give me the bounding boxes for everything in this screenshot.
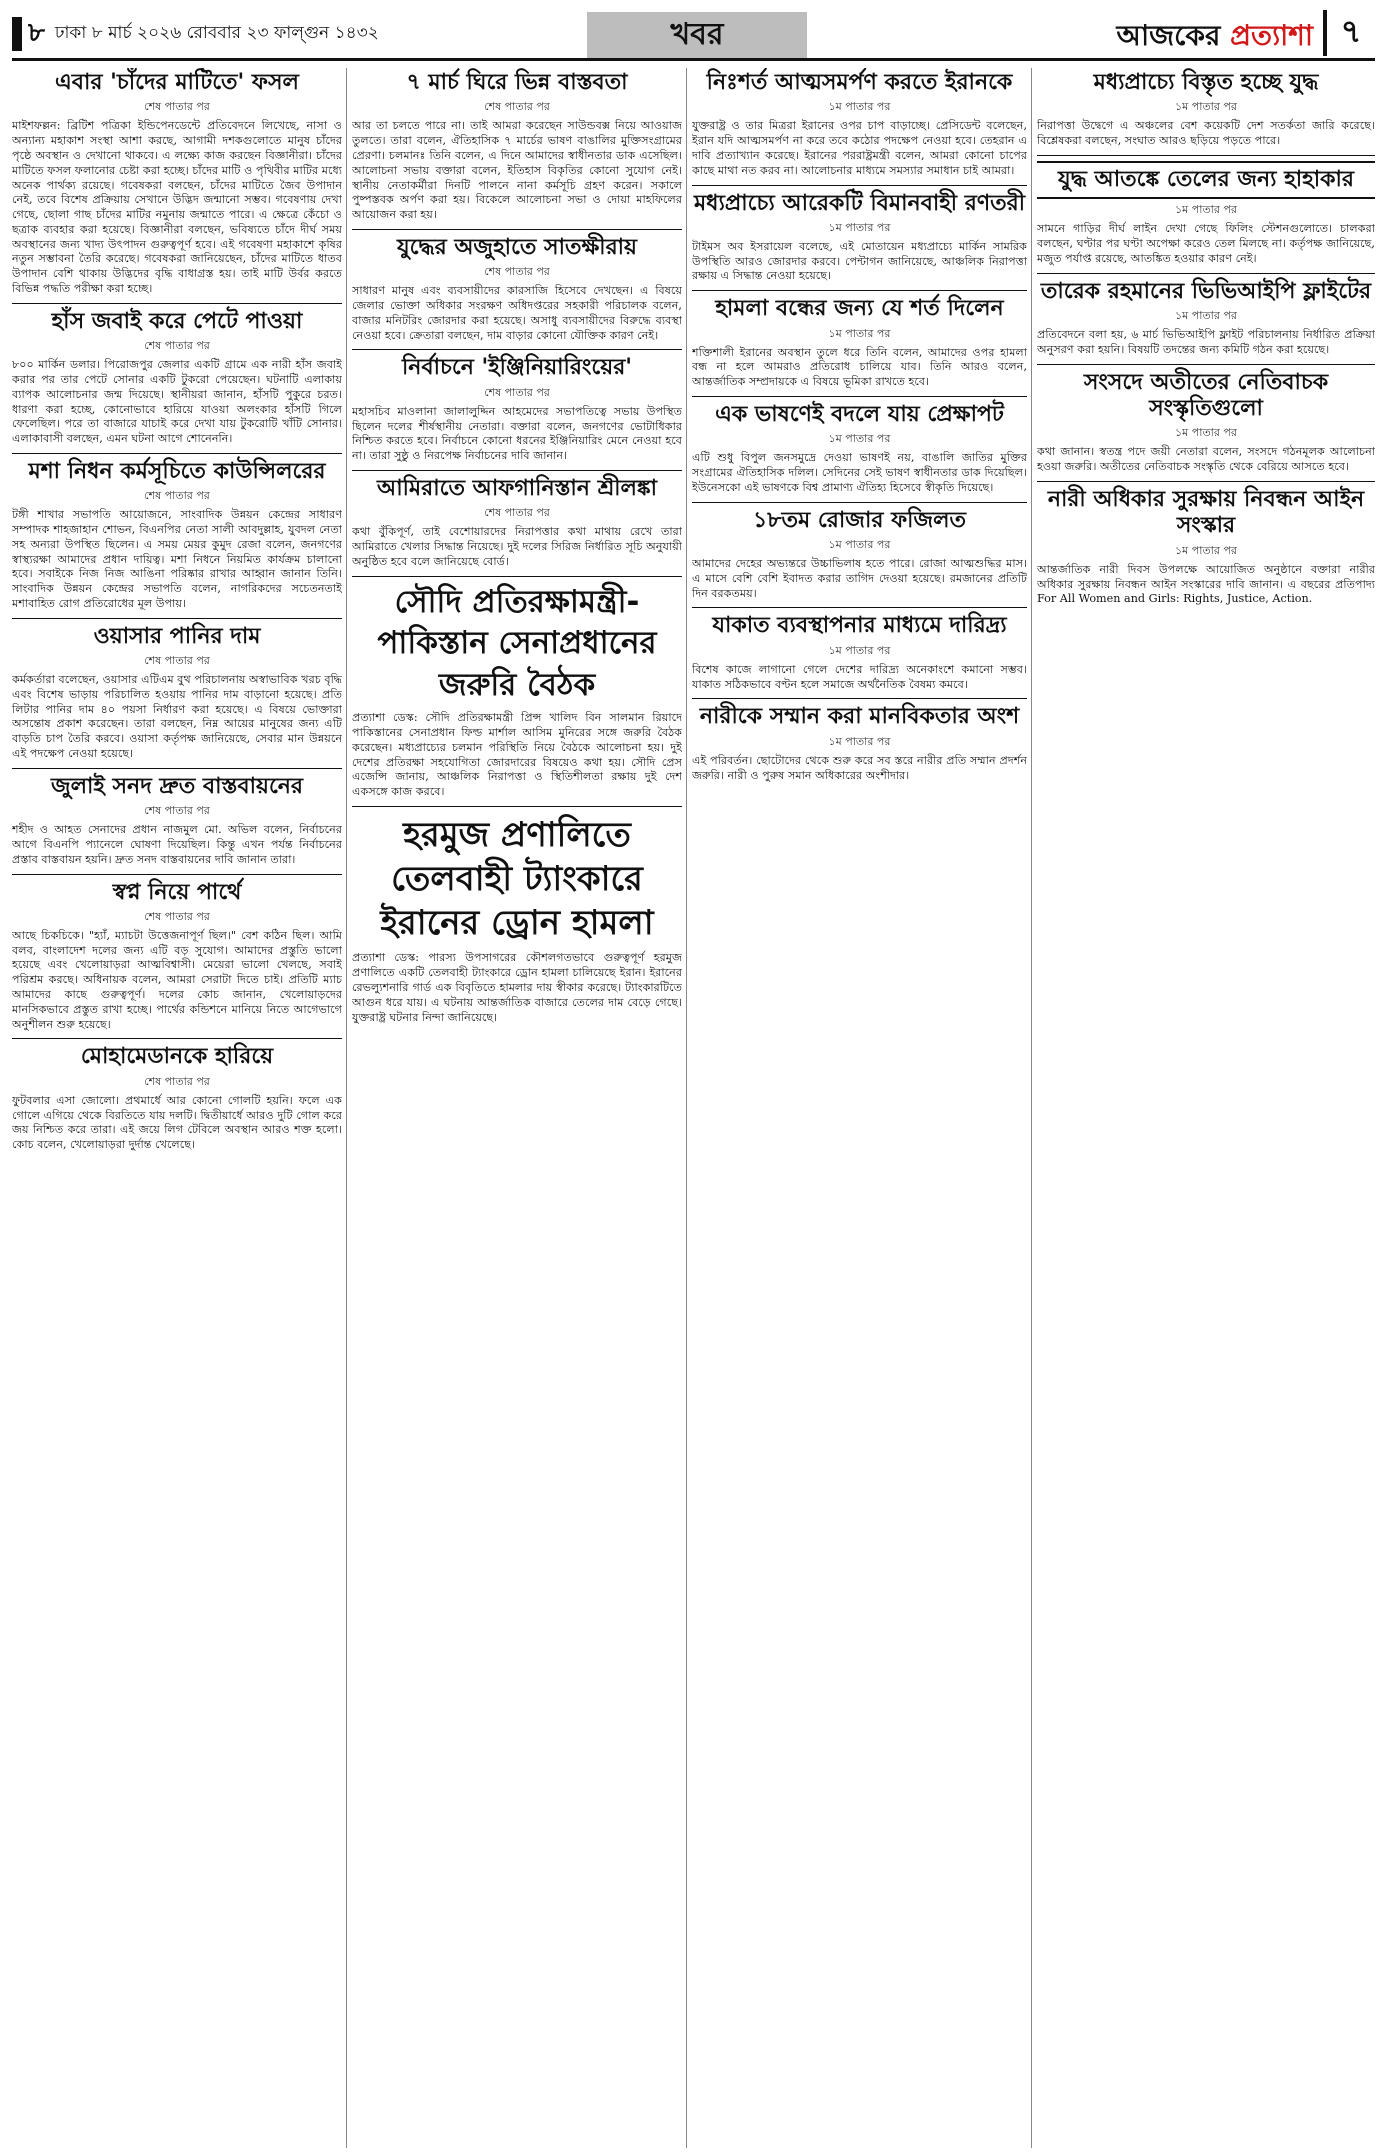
page-number-left bbox=[12, 12, 45, 56]
story-body: এই পরিবর্তন। ছোটোদের থেকে শুরু করে সব স্তরে নারীর প্রতি সম্মান প্রদর্শন জরুরি। নারী ও পুরুষ সমান অধিকারের অংশীদার। bbox=[692, 753, 1027, 782]
continuation-label: ১ম পাতার পর bbox=[828, 432, 891, 446]
story bbox=[352, 235, 682, 344]
story bbox=[1037, 370, 1375, 475]
story-headline: নিঃশর্ত আত্মসমর্পণ করতে ইরানকে bbox=[706, 70, 1013, 95]
story-divider bbox=[692, 396, 1027, 397]
story bbox=[352, 355, 682, 464]
story-headline: নির্বাচনে 'ইঞ্জিনিয়ারিংয়ের' bbox=[401, 355, 633, 381]
story-body: শহীদ ও আহত সেনাদের প্রধান নাজমুল মো. অভিল বলেন, নির্বাচনের আগে বিএনপি প্যানেলে ঘোষণা দিয়েছিল। কিন্তু এখন পর্যন্ত নির্বাচনের প্রস্তাব বাস্তবায়ন হয়নি। দ্রুত সনদ বাস্তবায়নের দাবি জানান তারা। bbox=[12, 823, 342, 866]
continuation-label: ১ম পাতার পর bbox=[828, 734, 891, 748]
story bbox=[12, 1044, 342, 1153]
story bbox=[352, 582, 682, 800]
story-divider bbox=[1037, 364, 1375, 365]
story-body: টাইমস অব ইসরায়েল বলেছে, এই মোতায়েন মধ্যপ্রাচ্যে মার্কিন সামরিক উপস্থিতি আরও জোরদার করবে। পেন্টাগন জানিয়েছে, আঞ্চলিক নিরাপত্তা রক্ষায় এ সিদ্ধান্ত নেওয়া হয়েছে। bbox=[692, 239, 1027, 283]
story-body: মাইশফল্লন: ব্রিটিশ পত্রিকা ইন্ডিপেনডেন্টে প্রতিবেদনে লিখেছে, নাসা ও অন্যান্য মহাকাশ সংস্থা আশা করছে, আগামী দশকগুলোতে মানুষ চাঁদের পৃষ্ঠে অবস্থান ও দেখানো থাকবে। এ লক্ষ্যে কাজ করছেন বিজ্ঞানীরা। চাঁদের মাটিতে ফসল ফলানোর চেষ্টা করা হচ্ছে। চাঁদের মাটি ও পৃথিবীর মাটির মধ্যে অনেক পার্থক্য রয়েছে। গবেষকরা বলছেন, চাঁদের মাটিতে জৈব উপাদান নেই, তবে বিশেষ প্রক্রিয়ায় সেখানে উদ্ভিদ জন্মানো সম্ভব। গবেষণায় দেখা গেছে, ছোলা গাছ চাঁদের মাটির নমুনায় জন্মাতে পারে। এ ক্ষেত্রে কেঁচো ও ছত্রাক ব্যবহার করা হয়েছে। বিজ্ঞানীরা বলছেন, ভবিষ্যতে চাঁদে দীর্ঘ সময় অবস্থানের জন্য খাদ্য উৎপাদন গুরুত্বপূর্ণ হবে। এই গবেষণা মহাকাশে কৃষির নতুন সম্ভাবনা তৈরি করেছে। গবেষকরা জানিয়েছেন, চাঁদের মাটিতে ধাতব উপাদান বেশি থাকায় উদ্ভিদের বৃদ্ধি বাধাগ্রস্ত হয়। তাই মাটি উর্বর করতে বিভিন্ন পদ্ধতি পরীক্ষা করা হচ্ছে। bbox=[12, 119, 342, 295]
dateline: ঢাকা ৮ মার্চ ২০২৬ রোববার ২৩ ফাল্গুন ১৪৩২ bbox=[54, 23, 379, 43]
story-divider bbox=[692, 502, 1027, 503]
story-divider bbox=[352, 470, 682, 471]
continuation-label: শেষ পাতার পর bbox=[484, 100, 550, 114]
story bbox=[692, 296, 1027, 390]
story-body: কথা জানান। স্বতন্ত্র পদে জয়ী নেতারা বলেন, সংসদে গঠনমূলক আলোচনা হওয়া জরুরি। অতীতের নেতিবাচক সংস্কৃতি থেকে বেরিয়ে আসতে হবে। bbox=[1037, 445, 1375, 474]
section-title: খবর bbox=[587, 12, 807, 58]
story-body: বিশেষ কাজে লাগানো গেলে দেশের দারিদ্র্য অনেকাংশে কমানো সম্ভব। যাকাত সঠিকভাবে বণ্টন হলে সমাজে অর্থনৈতিক বৈষম্য কমবে। bbox=[692, 662, 1027, 691]
continuation-label: ১ম পাতার পর bbox=[828, 538, 891, 552]
story-body: প্রতিবেদনে বলা হয়, ৬ মার্চ ভিভিআইপি ফ্লাইট পরিচালনায় নির্ধারিত প্রক্রিয়া অনুসরণ করা হয়নি। বিষয়টি তদন্তের জন্য কমিটি গঠন করা হয়েছে। bbox=[1037, 328, 1375, 356]
story-divider bbox=[12, 618, 342, 619]
story-headline-large: সৌদি প্রতিরক্ষামন্ত্রী-পাকিস্তান সেনাপ্রধানের জরুরি বৈঠক bbox=[377, 583, 657, 704]
story bbox=[12, 309, 342, 447]
story-body: সামনে গাড়ির দীর্ঘ লাইন দেখা গেছে ফিলিং স্টেশনগুলোতে। চালকরা বলছেন, ঘণ্টার পর ঘণ্টা অপেক্ষা করেও তেল মিলছে না। কর্তৃপক্ষ জানিয়েছে, মজুত পর্যাপ্ত রয়েছে, আতঙ্কিত হওয়ার কারণ নেই। bbox=[1037, 222, 1375, 265]
story-body: যুক্তরাষ্ট্র ও তার মিত্ররা ইরানের ওপর চাপ বাড়াচ্ছে। প্রেসিডেন্ট বলেছেন, ইরান যদি আত্মসমর্পণ না করে তবে কঠোর পদক্ষেপ নেওয়া হবে। তেহরান এ দাবি প্রত্যাখ্যান করেছে। ইরানের পররাষ্ট্রমন্ত্রী বলেন, আমরা কোনো চাপের কাছে মাথা নত করব না। আলোচনার মাধ্যমে সমস্যার সমাধান চাই আমরা। bbox=[692, 119, 1027, 177]
continuation-label: শেষ পাতার পর bbox=[484, 506, 550, 520]
page-number-left-text: ৮ bbox=[28, 18, 45, 48]
story bbox=[352, 476, 682, 570]
continuation-label: ১ম পাতার পর bbox=[828, 220, 891, 234]
story-headline: যাকাত ব্যবস্থাপনার মাধ্যমে দারিদ্র্য bbox=[712, 613, 1007, 639]
story-divider bbox=[692, 290, 1027, 291]
story bbox=[12, 70, 342, 297]
story-headline: ৭ মার্চ ঘিরে ভিন্ন বাস্তবতা bbox=[406, 70, 628, 95]
story bbox=[1037, 70, 1375, 149]
story-divider bbox=[1037, 273, 1375, 274]
story-body: টঙ্গী শাখার সভাপতি আয়োজনে, সাংবাদিক উন্নয়ন কেন্দ্রের সাধারণ সম্পাদক শাহজাহান শোভন, বিএনপির নেতা সালী আবদুল্লাহ, যুবদল নেতা সহ অন্যরা উপস্থিত ছিলেন। এ সময় মেয়র কুমুদ রেজা বলেন, জনগণের স্বাস্থ্যরক্ষা আমাদের প্রধান দায়িত্ব। মশা নিধনে নিয়মিত কার্যক্রম চালানো হবে। সবাইকে নিজ নিজ আঙিনা পরিষ্কার রাখার আহ্বান জানান তিনি। সাংবাদিক উন্নয়ন কেন্দ্রের সভাপতি বলেন, নাগরিকদের সচেতনতাই মশাবাহিত রোগ প্রতিরোধের মূল উপায়। bbox=[12, 508, 342, 610]
story-divider bbox=[352, 576, 682, 577]
story bbox=[352, 70, 682, 223]
page-header bbox=[12, 10, 1375, 61]
story-headline: যুদ্ধ আতঙ্কে তেলের জন্য হাহাকার bbox=[1037, 161, 1375, 199]
story-headline: নারীকে সম্মান করা মানবিকতার অংশ bbox=[699, 704, 1020, 730]
story-body: কথা বুঁকিপূর্ণ, তাই বেশোয়ারদের নিরাপত্তার কথা মাথায় রেখে তারা আমিরাতে খেলার সিদ্ধান্ত নিয়েছে। দুই দলের সিরিজ নির্ধারিত সূচি অনুযায়ী অনুষ্ঠিত হবে বলে জানিয়েছে বোর্ড। bbox=[352, 525, 682, 568]
story bbox=[692, 402, 1027, 496]
column-3 bbox=[692, 68, 1027, 2148]
continuation-label: শেষ পাতার পর bbox=[144, 489, 210, 503]
column-divider bbox=[1031, 68, 1032, 2148]
story-divider bbox=[12, 874, 342, 875]
story-headline: মধ্যপ্রাচ্যে আরেকটি বিমানবাহী রণতরী bbox=[693, 190, 1026, 216]
masthead-part-b: প্রত্যাশা bbox=[1230, 19, 1313, 52]
column-4 bbox=[1037, 68, 1375, 2148]
column-divider bbox=[686, 68, 687, 2148]
story-headline: হাঁস জবাই করে পেটে পাওয়া bbox=[51, 308, 303, 334]
continuation-label: শেষ পাতার পর bbox=[144, 804, 210, 818]
story bbox=[12, 459, 342, 612]
masthead bbox=[1116, 14, 1313, 61]
story-divider bbox=[352, 806, 682, 807]
story bbox=[12, 774, 342, 868]
masthead-part-a: আজকের bbox=[1116, 19, 1231, 52]
story bbox=[692, 191, 1027, 285]
story-divider bbox=[692, 185, 1027, 186]
story-body: কর্মকর্তারা বলেছেন, ওয়াসার এটিএম বুথ পরিচালনায় অস্বাভাবিক খরচ বৃদ্ধি এবং বিশেষ ভাড়ায় পরিচালিত হওয়ায় পানির দাম বাড়ানো হয়েছে। প্রতি লিটার পানির দাম ৪০ পয়সা নির্ধারণ করা হয়েছে। এ বিষয়ে ভোক্তারা অসন্তোষ প্রকাশ করেছেন। তারা বলছেন, নিম্ন আয়ের মানুষের জন্য এটি বাড়তি চাপ তৈরি করবে। ওয়াসা কর্তৃপক্ষ জানিয়েছে, সেবার মান উন্নয়নে এই পদক্ষেপ নেওয়া হয়েছে। bbox=[12, 673, 342, 760]
continuation-label: ১ম পাতার পর bbox=[828, 643, 891, 657]
continuation-label: শেষ পাতার পর bbox=[484, 265, 550, 279]
story-divider bbox=[12, 768, 342, 769]
story-divider bbox=[12, 303, 342, 304]
continuation-label: শেষ পাতার পর bbox=[484, 385, 550, 399]
story-body: ফুটবলার এসা জোলো। প্রথমার্ধে আর কোনো গোলটি হয়নি। ফলে এক গোলে এগিয়ে থেকে বিরতিতে যায় দলটি। দ্বিতীয়ার্ধে আরও দুটি গোল করে জয় নিশ্চিত করে তারা। এই জয়ে লিগ টেবিলে অবস্থান আরও শক্ত হলো। কোচ বলেন, খেলোয়াড়রা দুর্দান্ত খেলেছে। bbox=[12, 1093, 342, 1152]
story-divider bbox=[12, 1038, 342, 1039]
continuation-label: শেষ পাতার পর bbox=[144, 1074, 210, 1088]
story-headline: সংসদে অতীতের নেতিবাচক সংস্কৃতিগুলো bbox=[1083, 369, 1329, 422]
story bbox=[1037, 279, 1375, 358]
story-body: প্রত্যাশা ডেস্ক: সৌদি প্রতিরক্ষামন্ত্রী প্রিন্স খালিদ বিন সালমান রিয়াদে পাকিস্তানের সেনাপ্রধান ফিল্ড মার্শাল আসিম মুনিরের সঙ্গে জরুরি বৈঠক করেছেন। মধ্যপ্রাচ্যের চলমান পরিস্থিতি নিয়ে বৈঠকে আলোচনা হয়। দুই দেশের প্রতিরক্ষা সহযোগিতা জোরদারের বিষয়েও কথা হয়। সৌদি প্রেস এজেন্সি জানায়, আঞ্চলিক নিরাপত্তা ও স্থিতিশীলতা রক্ষায় দুই দেশ একসঙ্গে কাজ করবে। bbox=[352, 711, 682, 799]
continuation-label: শেষ পাতার পর bbox=[144, 339, 210, 353]
column-divider bbox=[346, 68, 347, 2148]
continuation-label: ১ম পাতার পর bbox=[828, 100, 891, 114]
story-headline: যুদ্ধের অজুহাতে সাতক্ষীরায় bbox=[396, 234, 638, 260]
continuation-label: শেষ পাতার পর bbox=[144, 100, 210, 114]
story-headline: স্বপ্ন নিয়ে পার্থে bbox=[112, 879, 242, 905]
story-headline: নারী অধিকার সুরক্ষায় নিবন্ধন আইন সংস্কার bbox=[1047, 486, 1365, 539]
story-divider bbox=[692, 698, 1027, 699]
story-headline: মশা নিধন কর্মসূচিতে কাউন্সিলরের bbox=[28, 458, 326, 484]
story-headline: জুলাই সনদ দ্রুত বাস্তবায়নের bbox=[50, 773, 304, 799]
continuation-label: ১ম পাতার পর bbox=[1175, 426, 1237, 440]
story-body: নিরাপত্তা উদ্বেগে এ অঞ্চলের বেশ কয়েকটি দেশ সতর্কতা জারি করেছে। বিশ্লেষকরা বলছেন, সংঘাত আরও ছড়িয়ে পড়তে পারে। bbox=[1037, 119, 1375, 148]
column-1 bbox=[12, 68, 342, 2148]
story bbox=[692, 613, 1027, 692]
story-headline: মধ্যপ্রাচ্যে বিস্তৃত হচ্ছে যুদ্ধ bbox=[1093, 70, 1319, 95]
story bbox=[12, 880, 342, 1033]
page-number-right: ৭ bbox=[1323, 10, 1375, 56]
story-body: শক্তিশালী ইরানের অবস্থান তুলে ধরে তিনি বলেন, আমাদের ওপর হামলা বন্ধ না হলে আমরাও প্রতিরোধ চালিয়ে যাব। তিনি আরও বলেন, আন্তর্জাতিক সম্প্রদায়কে এ বিষয়ে ভূমিকা রাখতে হবে। bbox=[692, 345, 1027, 389]
story bbox=[1037, 487, 1375, 607]
story-body: আমাদের দেহের অভ্যন্তরে উচ্চাভিলাষ হতে পারে। রোজা আত্মশুদ্ধির মাস। এ মাসে বেশি বেশি ইবাদত করার তাগিদ দেওয়া হয়েছে। রমজানের প্রতিটি দিন বরকতময়। bbox=[692, 557, 1027, 600]
continuation-label: ১ম পাতার পর bbox=[1175, 100, 1237, 114]
story-body: সাধারণ মানুষ এবং ব্যবসায়ীদের কারসাজি হিসেবে দেখছেন। এ বিষয়ে জেলার ভোক্তা অধিকার সংরক্ষণ অধিদপ্তরের সহকারী পরিচালক বলেন, বাজার মনিটরিং জোরদার করা হয়েছে। অসাধু ব্যবসায়ীদের বিরুদ্ধে ব্যবস্থা নেওয়া হবে। ক্রেতারা বলছেন, দাম বাড়ার কোনো যৌক্তিক কারণ নেই। bbox=[352, 284, 682, 342]
story bbox=[692, 704, 1027, 783]
story-headline: হামলা বন্ধের জন্য যে শর্ত দিলেন bbox=[715, 296, 1004, 322]
story-divider bbox=[352, 349, 682, 350]
story-headline: এবার 'চাঁদের মাটিতে' ফসল bbox=[55, 70, 299, 95]
story-body: আর তা চলতে পারে না। তাই আমরা করেছেন সাউন্ডবক্স নিয়ে আওয়াজ তুলতে। তারা বলেন, ঐতিহাসিক ৭ মার্চের ভাষণ বাঙালির মুক্তিসংগ্রামের প্রেরণা। চলমানঃ তিনি বলেন, এ দিনে আমাদের স্বাধীনতার ডাক এসেছিল। আলোচনা সভায় বক্তারা বলেন, ইতিহাস বিকৃতির কোনো সুযোগ নেই। স্থানীয় নেতাকর্মীরা দিনটি পালনে নানা কর্মসূচি গ্রহণ করেন। সকালে পুষ্পস্তবক অর্পণ করা হয়। বিকেলে আলোচনা সভা ও দোয়া মাহফিলের আয়োজন করা হয়। bbox=[352, 119, 682, 222]
story-headline: তারেক রহমানের ভিভিআইপি ফ্লাইটের bbox=[1040, 278, 1372, 304]
continuation-label: ১ম পাতার পর bbox=[1175, 203, 1237, 217]
story-body: আন্তর্জাতিক নারী দিবস উপলক্ষে আয়োজিত অনুষ্ঠানে বক্তারা নারীর অধিকার সুরক্ষায় নিবন্ধন আইন সংস্কারের দাবি জানান। এ বছরের প্রতিপাদ্য For All Women and Girls: Rights, Justice, Action. bbox=[1037, 562, 1375, 606]
story-headline: ওয়াসার পানির দাম bbox=[93, 623, 261, 649]
story bbox=[692, 70, 1027, 179]
story bbox=[352, 813, 682, 1025]
story-body: আছে চিকচিকে। "হ্যাঁ, ম্যাচটা উত্তেজনাপূর্ণ ছিল।" বেশ কঠিন ছিল। আমি বলব, বাংলাদেশ দলের জন্য এটি বড় সুযোগ। আমাদের প্রস্তুতি ভালো হয়েছে এবং খেলোয়াড়রা আত্মবিশ্বাসী। মেয়েরা ভালো খেলছে, সবাই পরিশ্রম করছে। অধিনায়ক বলেন, আমরা সেরাটা দিতে চাই। প্রতিটি ম্যাচ আমাদের কাছে গুরুত্বপূর্ণ। দলের কোচ জানান, খেলোয়াড়দের মানসিকভাবে প্রস্তুত রাখা হচ্ছে। পার্থের কন্ডিশনে মানিয়ে নিতে আগেভাগে অনুশীলন শুরু হয়েছে। bbox=[12, 928, 342, 1031]
story-divider bbox=[1037, 481, 1375, 482]
column-2 bbox=[352, 68, 682, 2148]
story-divider bbox=[12, 453, 342, 454]
story-headline: আমিরাতে আফগানিস্তান শ্রীলঙ্কা bbox=[376, 475, 658, 501]
continuation-label: ১ম পাতার পর bbox=[828, 326, 891, 340]
continuation-label: ১ম পাতার পর bbox=[1175, 309, 1237, 323]
story-body: প্রত্যাশা ডেস্ক: পারস্য উপসাগরের কৌশলগতভাবে গুরুত্বপূর্ণ হরমুজ প্রণালিতে একটি তেলবাহী ট্যাংকারে ড্রোন হামলা চালিয়েছে ইরান। ইরানের রেভল্যুশনারি গার্ড এক বিবৃতিতে হামলার দায় স্বীকার করেছে। ট্যাংকারটিতে আগুন ধরে যায়। এ ঘটনায় আন্তর্জাতিক বাজারে তেলের দাম বেড়ে গেছে। যুক্তরাষ্ট্র ঘটনার নিন্দা জানিয়েছে। bbox=[352, 951, 682, 1024]
story-body: ৮০০ মার্কিন ডলার। পিরোজপুর জেলার একটি গ্রামে এক নারী হাঁস জবাই করার পর তার পেটে সোনার একটি টুকরো পেয়েছেন। ঘটনাটি এলাকায় ব্যাপক আলোচনার জন্ম দিয়েছে। স্থানীয়রা জানান, হাঁসটি পুকুরে চরত। ধারণা করা হচ্ছে, কোনোভাবে হারিয়ে যাওয়া অলংকার হাঁসটি গিলে ফেলেছিল। পরে তা বাজারে যাচাই করে দেখা যায় টুকরোটি খাঁটি সোনার। এলাকাবাসী বলছেন, এমন ঘটনা আগে শোনেননি। bbox=[12, 358, 342, 446]
continuation-label: শেষ পাতার পর bbox=[144, 909, 210, 923]
story-body: এটি শুধু বিপুল জনসমুদ্রে দেওয়া ভাষণই নয়, বাঙালি জাতির মুক্তির সংগ্রামের ঐতিহাসিক দলিল। সেদিনের সেই ভাষণ স্বাধীনতার ডাক দিয়েছিল। ইউনেসকো এই ভাষণকে বিশ্ব প্রামাণ্য ঐতিহ্য হিসেবে স্বীকৃতি দিয়েছে। bbox=[692, 451, 1027, 494]
story bbox=[12, 624, 342, 762]
story-headline: মোহামেডানকে হারিয়ে bbox=[80, 1044, 274, 1070]
story bbox=[692, 508, 1027, 602]
story bbox=[1037, 161, 1375, 267]
story-divider bbox=[352, 229, 682, 230]
story-headline-large: হরমুজ প্রণালিতে তেলবাহী ট্যাংকারে ইরানের ড্রোন হামলা bbox=[380, 814, 654, 944]
page-marker-bar bbox=[12, 17, 22, 51]
story-body: মহাসচিব মাওলানা জালালুদ্দিন আহমেদের সভাপতিত্বে সভায় উপস্থিত ছিলেন দলের শীর্ষস্থানীয় নেতারা। বক্তারা বলেন, জনগণের ভোটাধিকার নিশ্চিত করতে হবে। নির্বাচনে কোনো ধরনের ইঞ্জিনিয়ারিং মেনে নেওয়া হবে না। তারা সুষ্ঠু ও নিরপেক্ষ নির্বাচনের দাবি জানান। bbox=[352, 404, 682, 463]
continuation-label: ১ম পাতার পর bbox=[1175, 543, 1237, 557]
story-divider bbox=[1037, 155, 1375, 156]
story-headline: ১৮তম রোজার ফজিলত bbox=[752, 507, 967, 533]
story-divider bbox=[692, 607, 1027, 608]
story-headline: এক ভাষণেই বদলে যায় প্রেক্ষাপট bbox=[715, 401, 1004, 427]
continuation-label: শেষ পাতার পর bbox=[144, 654, 210, 668]
